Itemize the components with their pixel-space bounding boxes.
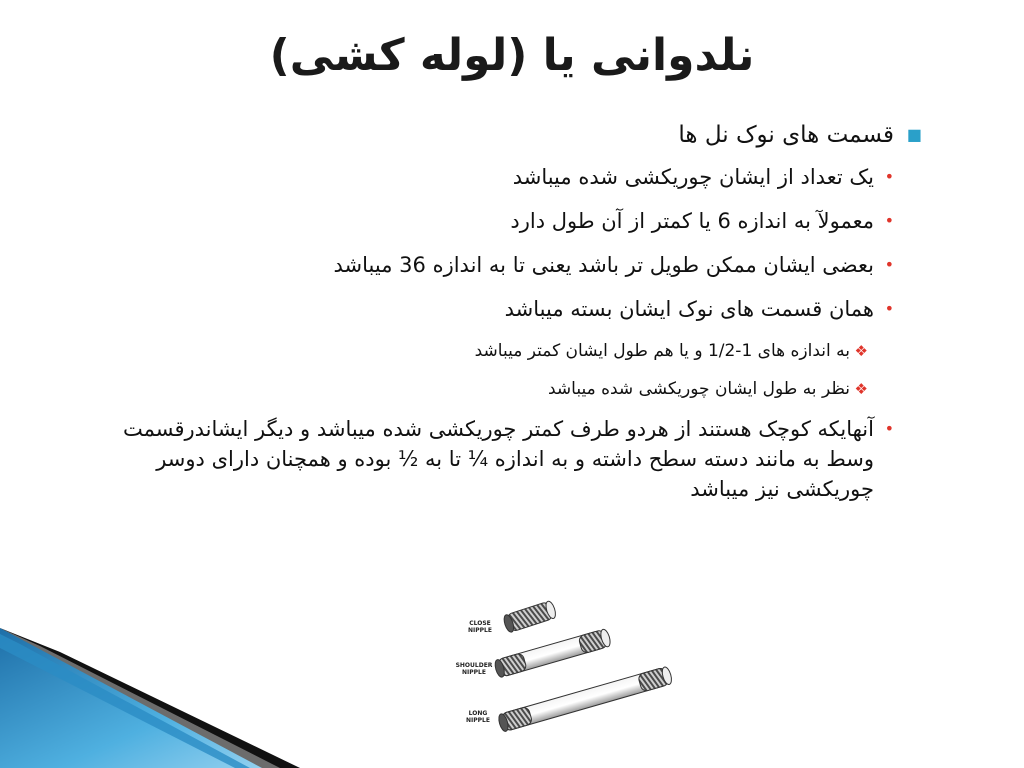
- diamond-bullet-icon: ❖: [854, 380, 868, 398]
- corner-wave-decoration: [0, 628, 300, 768]
- sub-bullet-item: [90, 376, 922, 402]
- bullet-item: [90, 162, 922, 192]
- bullet-text: نظر به طول ایشان چوریکشی شده میباشد: [547, 379, 850, 399]
- bullet-text: آنهایکه کوچک هستند از هردو طرف کمتر چوریکشی شده میباشد و دیگر ایشاندرقسمت وسط به مانند دسته سطح داشته و به اندازه ¼ تا به ½ بوده و همچنان دارای دوسر چوریکشی نیز میباشد: [122, 417, 874, 501]
- sub-bullet-item: [90, 338, 922, 364]
- bullet-text: یک تعداد از ایشان چوریکشی شده میباشد: [512, 165, 874, 189]
- shoulder-nipple-pipe: [493, 628, 611, 678]
- slide-title: نلدوانی یا (لوله کشی): [269, 30, 755, 81]
- long-nipple-pipe: [497, 666, 673, 732]
- long-nipple-label: LONG: [468, 710, 488, 717]
- square-bullet-icon: ■: [906, 125, 922, 144]
- close-nipple-pipe: [502, 600, 557, 633]
- shoulder-nipple-label: NIPPLE: [462, 669, 486, 676]
- bullet-item: [90, 250, 922, 280]
- pipe-nipples-illustration: [450, 595, 680, 755]
- bullet-text: معمولآ به اندازه 6 یا کمتر از آن طول دارد: [510, 209, 874, 233]
- long-nipple-label: NIPPLE: [466, 717, 490, 724]
- bullet-item: [90, 206, 922, 236]
- close-nipple-label: CLOSE: [469, 620, 491, 627]
- dot-bullet-icon: •: [884, 255, 894, 274]
- dot-bullet-icon: •: [884, 167, 894, 186]
- shoulder-nipple-label: SHOULDER: [455, 662, 493, 669]
- bullet-text: به اندازه های 1-1/2 و یا هم طول ایشان کمتر میباشد: [474, 341, 850, 361]
- bullet-heading: [90, 118, 922, 152]
- dot-bullet-icon: •: [884, 299, 894, 318]
- bullet-text: بعضی ایشان ممکن طویل تر باشد یعنی تا به اندازه 36 میباشد: [333, 253, 874, 277]
- close-nipple-label: NIPPLE: [468, 627, 492, 634]
- diamond-bullet-icon: ❖: [854, 342, 868, 360]
- bullet-item: [90, 294, 922, 324]
- bullet-text: قسمت های نوک نل ها: [678, 122, 894, 148]
- bullet-item: [90, 414, 922, 504]
- slide-content: [90, 118, 922, 518]
- bullet-text: همان قسمت های نوک ایشان بسته میباشد: [504, 297, 874, 321]
- dot-bullet-icon: •: [884, 419, 894, 438]
- dot-bullet-icon: •: [884, 211, 894, 230]
